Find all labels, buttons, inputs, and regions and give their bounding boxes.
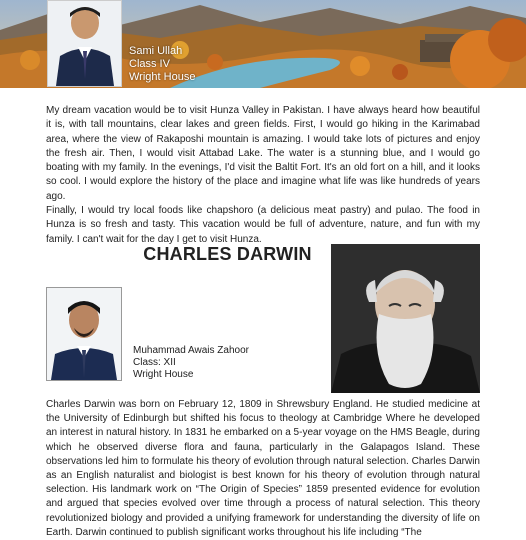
student-photo [47,0,122,87]
author-class: Class: XII [133,357,176,368]
author-portrait-image [47,288,121,380]
student-class: Class IV [129,58,170,70]
student-portrait-image [48,1,121,86]
article-title: CHARLES DARWIN [143,244,312,264]
essay-paragraph: Finally, I would try local foods like chapshoro (a delicious meat pastry) and pulao. The food in Hunza is so fresh and tasty. This vacation would be full of adventure, nature, and fun with my family. I can't wait for the day I get to visit Hunza. [46,205,480,245]
author-name: Muhammad Awais Zahoor [133,345,249,356]
hunza-landscape-banner [0,0,526,88]
student-caption [129,45,195,84]
vacation-essay [46,104,480,247]
author-info [133,345,249,381]
darwin-portrait [331,244,480,393]
author-house: Wright House [133,369,194,380]
article-paragraph: Charles Darwin was born on February 12, 1809 in Shrewsbury England. He studied medicine at the University of Edinburgh but shifted his focus to theology at Cambridge Where he developed an interest in natural history. In 1831 he embarked on a 5-year voyage on the HMS Beagle, during which he observed diverse flora and fauna, particularly in the Galapagos Island. These observations led him to formulate his theory of evolution through natural selection. Charles Darwin as an English naturalist and biologist is best known for his theory of evolution through natural selection. His landmark work on “The Origin of Species” 1859 presented evidence for evolution and argued that species evolved over time through a process of natural selection. This theory revolutionized biology and provided a unifying framework for understanding the diversity of life on Earth. Darwin continued to publish significant works throughout his life including “The [46,399,480,538]
essay-paragraph: My dream vacation would be to visit Hunza Valley in Pakistan. I have always heard how beautiful it is, with tall mountains, clear lakes and green fields. First, I would go hiking in the Karimabad area, where the view of Rakaposhi mountain is amazing. I would take lots of pictures and enjoy the fresh air. Then, I would visit Attabad Lake. The water is a stunning blue, and I would go boating with my family. In the evenings, I'd visit the Baltit Fort. It's an old fort on a hill, and it looks so cool. I would explore the history of the place and imagine what life was like hundreds of years ago. [46,105,480,202]
student-house: Wright House [129,71,196,83]
student-name: Sami Ullah [129,45,183,57]
author-photo [46,287,122,381]
darwin-portrait-image [331,244,480,393]
darwin-article [46,398,480,540]
